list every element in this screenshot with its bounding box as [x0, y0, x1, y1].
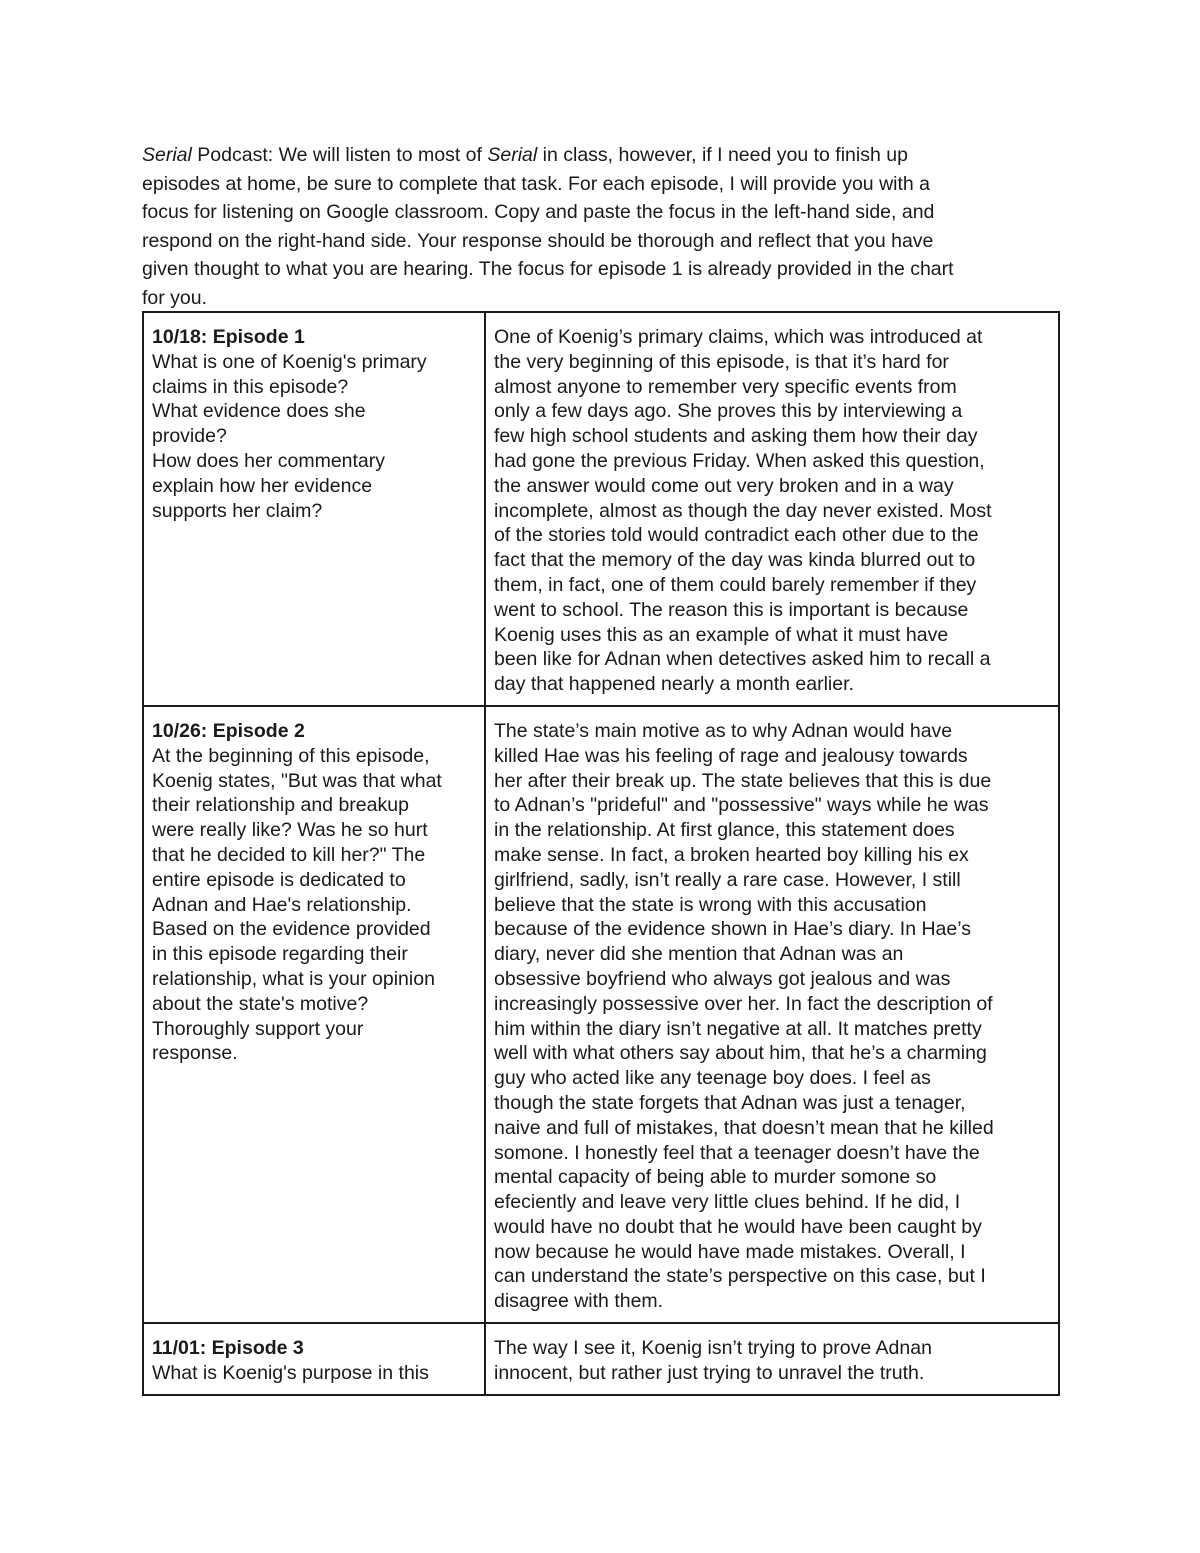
- response-line: The way I see it, Koenig isn’t trying to prove Adnan: [494, 1337, 932, 1360]
- focus-prompt-line: What is one of Koenig's primary: [152, 350, 427, 373]
- episode-table: [142, 311, 1060, 1396]
- response-line: been like for Adnan when detectives asked him to recall a: [494, 648, 991, 671]
- response-line: to Adnan’s "prideful" and "possessive" ways while he was: [494, 794, 989, 817]
- episode-title: 11/01: Episode 3: [152, 1337, 304, 1360]
- focus-cell: [143, 706, 485, 1323]
- focus-prompt-line: their relationship and breakup: [152, 794, 409, 817]
- podcast-title: Serial: [142, 144, 192, 166]
- response-line: killed Hae was his feeling of rage and jealousy towards: [494, 744, 968, 767]
- focus-prompt-line: that he decided to kill her?" The: [152, 843, 426, 866]
- response-line: of the stories told would contradict each other due to the: [494, 524, 979, 547]
- focus-cell: [143, 1323, 485, 1395]
- response-line: make sense. In fact, a broken hearted boy killing his ex: [494, 843, 969, 866]
- response-line: obsessive boyfriend who always got jealous and was: [494, 967, 951, 990]
- response-line: believe that the state is wrong with this accusation: [494, 893, 927, 916]
- focus-prompt-line: were really like? Was he so hurt: [152, 819, 428, 842]
- response-line: disagree with them.: [494, 1290, 664, 1313]
- response-line: her after their break up. The state believes that this is due: [494, 769, 992, 792]
- response-line: naive and full of mistakes, that doesn’t mean that he killed: [494, 1116, 994, 1139]
- response-line: day that happened nearly a month earlier.: [494, 673, 854, 696]
- focus-prompt-line: in this episode regarding their: [152, 943, 408, 966]
- focus-prompt-line: response.: [152, 1042, 238, 1065]
- response-line: only a few days ago. She proves this by interviewing a: [494, 400, 963, 423]
- response-line: The state’s main motive as to why Adnan would have: [494, 719, 953, 742]
- focus-cell: [143, 312, 485, 706]
- response-line: well with what others say about him, that he’s a charming: [494, 1042, 987, 1065]
- focus-prompt-line: Adnan and Hae's relationship.: [152, 893, 412, 916]
- response-line: incomplete, almost as though the day never existed. Most: [494, 499, 992, 522]
- response-line: fact that the memory of the day was kinda blurred out to: [494, 549, 976, 572]
- response-line: them, in fact, one of them could barely remember if they: [494, 573, 977, 596]
- focus-prompt-line: Based on the evidence provided: [152, 918, 431, 941]
- episode-row: [143, 312, 1059, 706]
- focus-prompt-line: What is Koenig's purpose in this: [152, 1361, 429, 1384]
- response-line: innocent, but rather just trying to unravel the truth.: [494, 1361, 925, 1384]
- response-line: guy who acted like any teenage boy does. I feel as: [494, 1067, 931, 1090]
- response-line: him within the diary isn’t negative at all. It matches pretty: [494, 1017, 982, 1040]
- response-line: in the relationship. At first glance, this statement does: [494, 819, 955, 842]
- response-line: went to school. The reason this is important is because: [494, 598, 969, 621]
- response-line: because of the evidence shown in Hae’s diary. In Hae’s: [494, 918, 971, 941]
- episode-title: 10/18: Episode 1: [152, 326, 305, 348]
- focus-prompt-line: How does her commentary: [152, 449, 386, 472]
- response-line: One of Koenig’s primary claims, which was introduced at: [494, 326, 983, 348]
- response-cell: [485, 1323, 1059, 1395]
- response-line: would have no doubt that he would have been caught by: [494, 1215, 982, 1238]
- intro-line: episodes at home, be sure to complete that task. For each episode, I will provide you with a: [142, 172, 931, 195]
- response-line: diary, never did she mention that Adnan was an: [494, 943, 904, 966]
- response-cell: [485, 706, 1059, 1323]
- response-cell: [485, 312, 1059, 706]
- focus-prompt-line: relationship, what is your opinion: [152, 967, 435, 990]
- response-line: few high school students and asking them how their day: [494, 425, 978, 448]
- response-line: girlfriend, sadly, isn’t really a rare case. However, I still: [494, 868, 961, 891]
- episode-table-body: [143, 312, 1059, 1395]
- focus-prompt-line: provide?: [152, 425, 227, 448]
- response-line: can understand the state’s perspective on this case, but I: [494, 1265, 986, 1288]
- focus-prompt-line: What evidence does she: [152, 400, 366, 423]
- focus-prompt-line: At the beginning of this episode,: [152, 744, 430, 767]
- response-line: Koenig uses this as an example of what it must have: [494, 623, 949, 646]
- focus-prompt-line: claims in this episode?: [152, 375, 349, 398]
- intro-line: respond on the right-hand side. Your response should be thorough and reflect that you have: [142, 229, 934, 252]
- response-line: somone. I honestly feel that a teenager doesn’t have the: [494, 1141, 980, 1164]
- response-line: had gone the previous Friday. When asked this question,: [494, 449, 985, 472]
- response-line: mental capacity of being able to murder somone so: [494, 1166, 937, 1189]
- episode-row: [143, 706, 1059, 1323]
- focus-prompt-line: Koenig states, "But was that what: [152, 769, 442, 792]
- intro-line: Serial Podcast: We will listen to most of Serial in class, however, if I need you to finish up: [142, 144, 908, 166]
- focus-prompt-line: entire episode is dedicated to: [152, 868, 406, 891]
- intro-paragraph: [142, 141, 1062, 312]
- response-line: almost anyone to remember very specific events from: [494, 375, 957, 398]
- response-line: the very beginning of this episode, is that it’s hard for: [494, 350, 949, 373]
- response-line: the answer would come out very broken and in a way: [494, 474, 954, 497]
- focus-prompt-line: explain how her evidence: [152, 474, 373, 497]
- response-line: now because he would have made mistakes. Overall, I: [494, 1240, 966, 1263]
- intro-line: focus for listening on Google classroom. Copy and paste the focus in the left-hand side, and: [142, 201, 935, 223]
- response-line: efeciently and leave very little clues behind. If he did, I: [494, 1191, 961, 1214]
- focus-prompt-line: about the state's motive?: [152, 992, 369, 1015]
- intro-line: given thought to what you are hearing. The focus for episode 1 is already provided in the chart: [142, 258, 954, 280]
- focus-prompt-line: supports her claim?: [152, 499, 323, 522]
- response-line: increasingly possessive over her. In fact the description of: [494, 992, 993, 1015]
- intro-line: for you.: [142, 286, 208, 309]
- response-line: though the state forgets that Adnan was just a tenager,: [494, 1091, 966, 1114]
- podcast-title: Serial: [487, 144, 538, 166]
- focus-prompt-line: Thoroughly support your: [152, 1017, 364, 1040]
- episode-row: [143, 1323, 1059, 1395]
- episode-title: 10/26: Episode 2: [152, 719, 305, 742]
